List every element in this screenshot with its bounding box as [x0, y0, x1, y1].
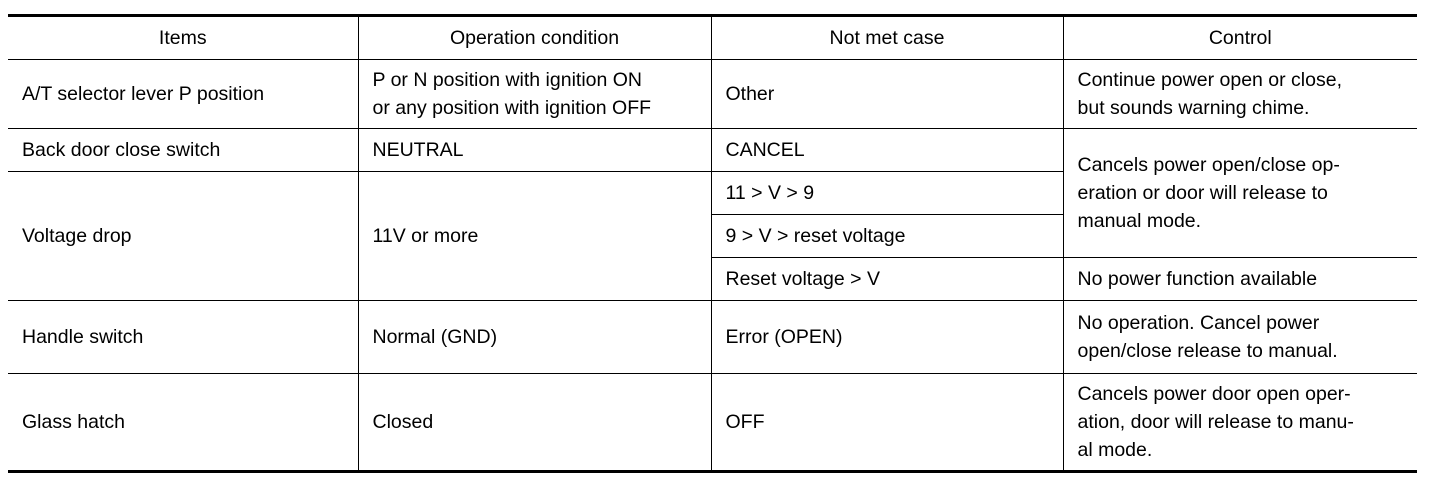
header-items: Items	[8, 16, 358, 60]
condition-cell	[358, 301, 711, 374]
control-cell	[1063, 301, 1417, 374]
table-row	[8, 129, 1417, 172]
table-header	[8, 16, 1417, 60]
condition-text: NEUTRAL	[372, 139, 464, 161]
header-control: Control	[1063, 16, 1417, 60]
item-text: A/T selector lever P position	[22, 83, 265, 105]
control-text: Cancels power open/close op- eration or door will release to manual mode.	[1077, 154, 1340, 232]
item-text: Handle switch	[22, 326, 144, 348]
table-row	[8, 60, 1417, 129]
condition-cell	[358, 129, 711, 172]
item-cell	[8, 129, 358, 172]
operation-condition-table-container	[8, 14, 1417, 473]
not-met-cell	[711, 215, 1063, 258]
table-body	[8, 60, 1417, 472]
not-met-text: Error (OPEN)	[725, 326, 843, 348]
not-met-text: 11 > V > 9	[725, 182, 815, 204]
item-cell	[8, 60, 358, 129]
item-text: Back door close switch	[22, 139, 221, 161]
item-cell	[8, 301, 358, 374]
not-met-text: 9 > V > reset voltage	[725, 225, 906, 247]
item-text: Glass hatch	[22, 411, 125, 433]
control-text: Continue power open or close, but sounds warning chime.	[1077, 69, 1342, 119]
item-cell-merged	[8, 172, 358, 301]
table-row	[8, 301, 1417, 374]
not-met-text: CANCEL	[725, 139, 805, 161]
operation-condition-table	[8, 14, 1417, 473]
condition-cell-merged	[358, 172, 711, 301]
not-met-cell	[711, 60, 1063, 129]
not-met-cell	[711, 258, 1063, 301]
item-cell	[8, 374, 358, 472]
header-row	[8, 16, 1417, 60]
not-met-cell	[711, 301, 1063, 374]
not-met-cell	[711, 172, 1063, 215]
condition-text: 11V or more	[372, 225, 479, 247]
control-cell	[1063, 374, 1417, 472]
table-row	[8, 374, 1417, 472]
not-met-text: Reset voltage > V	[725, 268, 880, 290]
condition-text: Closed	[372, 411, 434, 433]
item-text: Voltage drop	[22, 225, 132, 247]
control-cell-merged	[1063, 129, 1417, 258]
header-operation-condition: Operation condition	[358, 16, 711, 60]
not-met-text: Other	[725, 83, 775, 105]
control-text: No power function available	[1077, 268, 1318, 290]
not-met-cell	[711, 129, 1063, 172]
not-met-text: OFF	[725, 411, 765, 433]
condition-text: P or N position with ignition ON or any position with ignition OFF	[372, 69, 652, 119]
control-text: Cancels power door open oper- ation, door will release to manu- al mode.	[1077, 383, 1354, 461]
condition-text: Normal (GND)	[372, 326, 498, 348]
condition-cell	[358, 60, 711, 129]
not-met-cell	[711, 374, 1063, 472]
header-not-met-case: Not met case	[711, 16, 1063, 60]
control-cell	[1063, 60, 1417, 129]
condition-cell	[358, 374, 711, 472]
control-cell	[1063, 258, 1417, 301]
control-text: No operation. Cancel power open/close release to manual.	[1077, 312, 1338, 362]
